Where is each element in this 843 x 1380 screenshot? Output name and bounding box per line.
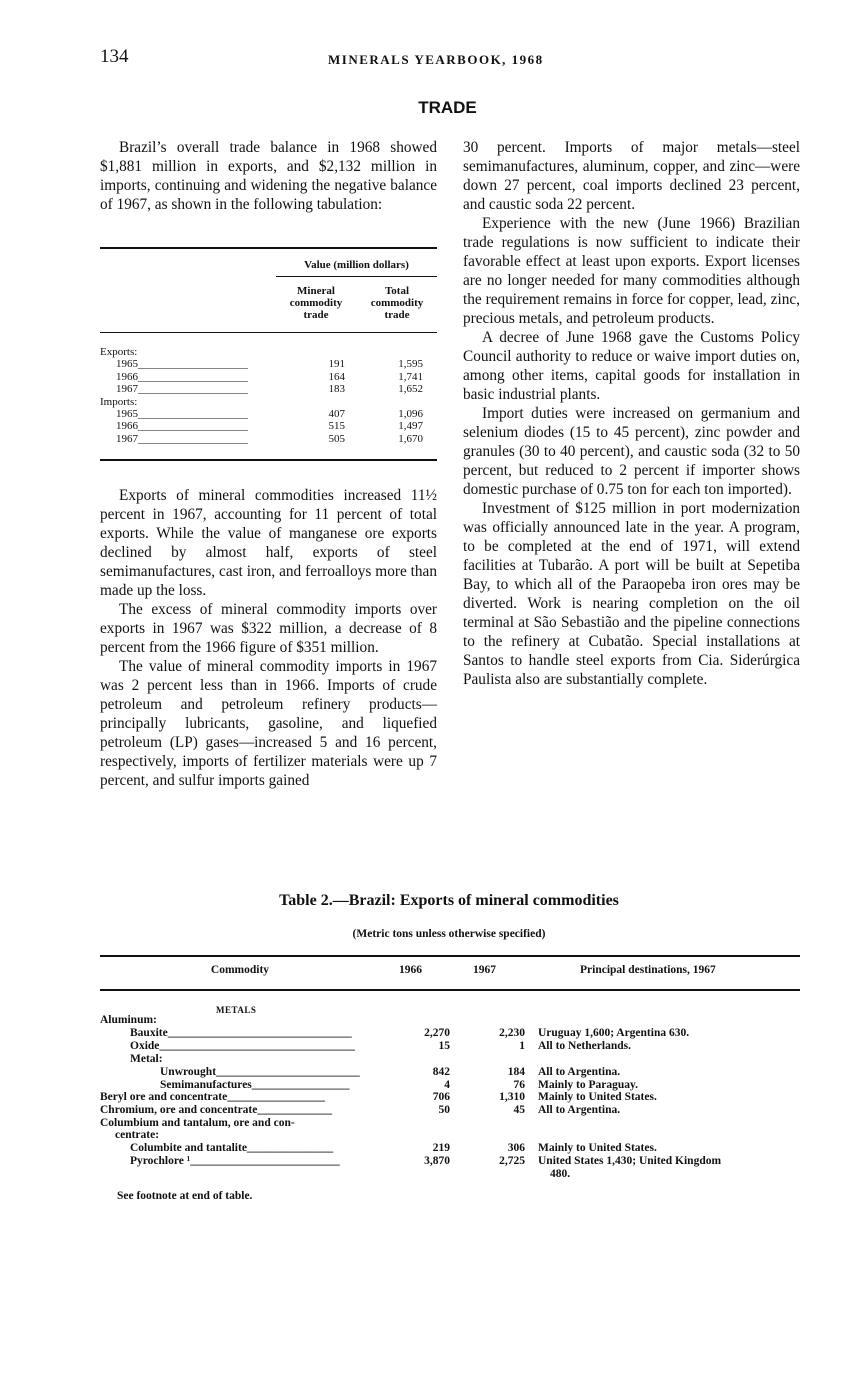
destination: 480. [550, 1168, 571, 1180]
row-label: 1966____________________ [116, 370, 248, 383]
left-column-body [100, 486, 437, 790]
commodity-label: Chromium, ore and concentrate_____________ [100, 1104, 333, 1116]
destination: All to Argentina. [538, 1104, 621, 1116]
value-1966: 842 [432, 1066, 450, 1078]
row-label: Imports: [100, 395, 138, 408]
value-1967: 45 [513, 1104, 525, 1116]
table-rule [276, 276, 437, 277]
paragraph: Experience with the new (June 1966) Brazilian trade regulations is now sufficient to indicate their favorable effect at least upon exports. Export licenses are no longer needed for many commodities although the requirement remains in force for copper, lead, zinc, precious metals, and petroleum products. [463, 215, 800, 327]
page-number: 134 [100, 46, 129, 67]
paragraph: The excess of mineral commodity imports over exports in 1967 was $322 million, a decrease of 8 percent from the 1966 figure of $351 million. [100, 601, 437, 656]
row-label: Exports: [100, 346, 138, 358]
value-1966: 50 [438, 1104, 450, 1116]
total-value: 1,096 [398, 408, 423, 420]
commodity-label: Beryl ore and concentrate_________________ [100, 1091, 325, 1103]
paragraph: The value of mineral commodity imports in 1967 was 2 percent less than in 1966. Imports of crude petroleum and petroleum refinery products—principally lubricants, gasoline, and liquefied petroleum (LP) gases—increased 5 and 16 percent, respectively, imports of fertilizer materials were up 7 percent, and sulfur imports gained [100, 658, 437, 789]
commodity-label: Semimanufactures_________________ [160, 1079, 350, 1091]
total-value: 1,741 [398, 370, 423, 383]
table-row [100, 1027, 800, 1040]
mineral-value: 183 [328, 383, 345, 396]
table-row [100, 1142, 800, 1155]
table-row [100, 346, 437, 358]
paragraph: 30 percent. Imports of major metals—steel semimanufactures, aluminum, copper, and zinc—were down 27 percent, coal imports declined 23 percent, and caustic soda 22 percent. [463, 139, 800, 213]
row-label: 1965____________________ [116, 358, 248, 371]
value-1966: 219 [432, 1142, 450, 1154]
table2-title: Table 2.—Brazil: Exports of mineral commodities [279, 892, 619, 909]
commodity-label: Unwrought_________________________ [160, 1066, 360, 1078]
value-header: Value (million dollars) [304, 259, 409, 271]
commodity-label: Pyrochlore ¹__________________________ [130, 1155, 340, 1167]
mineral-value: 164 [328, 370, 345, 383]
year-1967-header: 1967 [473, 964, 496, 976]
table-row [100, 420, 437, 432]
col-total-header: Total commodity trade [370, 285, 424, 321]
table-row [100, 383, 437, 395]
row-label: 1967____________________ [116, 432, 248, 445]
table-rule [100, 332, 437, 333]
table-row [100, 1168, 800, 1181]
table-row [100, 1129, 800, 1142]
paragraph: Import duties were increased on germanium and selenium diodes (15 to 45 percent), zinc powder and granules (30 to 40 percent), and caustic soda (32 to 50 percent, but reduced to 2 percent if importer shows domestic purchase of 0.75 ton for each ton imported). [463, 405, 800, 498]
col-mineral-header: Mineral commodity trade [289, 285, 343, 321]
table-row [100, 433, 437, 445]
running-title: MINERALS YEARBOOK, 1968 [328, 52, 544, 67]
paragraph: Investment of $125 million in port modernization was officially announced late in the year. A program, to be completed at the end of 1971, will extend facilities at Tubarão. A port will be built at Sepetiba Bay, to which all of the Paraopeba iron ores may be diverted. Work is nearing completion on the oil terminal at São Sebastião and the pipeline connections to the refinery at Cubatão. Special installations at Santos to handle steel exports from Cia. Siderúrgica Paulista also are substantially complete. [463, 500, 800, 688]
commodity-label: Bauxite________________________________ [130, 1027, 352, 1039]
year-1966-header: 1966 [399, 964, 422, 976]
mineral-value: 191 [328, 358, 345, 371]
table2-subtitle: (Metric tons unless otherwise specified) [352, 928, 546, 940]
left-column-intro [100, 138, 437, 214]
section-title: TRADE [418, 98, 477, 117]
value-1967: 184 [507, 1066, 525, 1078]
table-row [100, 1104, 800, 1117]
value-1967: 306 [507, 1142, 525, 1154]
mineral-value: 407 [328, 408, 345, 420]
table-row [100, 408, 437, 420]
table-row [100, 1053, 800, 1066]
intro-paragraph: Brazil’s overall trade balance in 1968 showed $1,881 million in exports, and $2,132 million in imports, continuing and widening the negative balance of 1967, as shown in the following tabulation: [100, 139, 437, 213]
destinations-header: Principal destinations, 1967 [580, 964, 716, 976]
value-1966: 2,270 [424, 1027, 450, 1039]
row-label: 1967____________________ [116, 383, 248, 396]
commodity-label: Columbite and tantalite_______________ [130, 1142, 334, 1154]
value-1966: 706 [432, 1091, 450, 1103]
value-1966: 3,870 [424, 1155, 450, 1167]
table-footnote: See footnote at end of table. [117, 1190, 253, 1202]
table-row [100, 396, 437, 408]
mineral-value: 505 [328, 432, 345, 445]
value-1967: 2,725 [499, 1155, 525, 1167]
commodity-label: Metal: [130, 1053, 163, 1065]
paragraph: A decree of June 1968 gave the Customs Policy Council authority to reduce or waive import duties on, among other items, capital goods for installation in basic industrial plants. [463, 329, 800, 403]
row-label: 1966____________________ [116, 420, 248, 433]
value-1967: 1,310 [499, 1091, 525, 1103]
commodity-label: Aluminum: [100, 1014, 157, 1026]
commodity-label: centrate: [115, 1129, 160, 1141]
mineral-value: 515 [328, 420, 345, 433]
destination: Uruguay 1,600; Argentina 630. [538, 1027, 690, 1039]
row-label: 1965____________________ [116, 408, 248, 420]
table-rule [100, 955, 800, 957]
value-1967: 76 [513, 1079, 525, 1091]
destination: Mainly to United States. [538, 1142, 657, 1154]
destination: United States 1,430; United Kingdom [538, 1155, 722, 1167]
value-1967: 1 [519, 1040, 525, 1052]
table-rule [100, 459, 437, 461]
commodity-label: Oxide__________________________________ [130, 1040, 355, 1052]
table-row [100, 1014, 800, 1027]
table-row [100, 358, 437, 370]
destination: All to Netherlands. [538, 1040, 631, 1052]
table-row [100, 1091, 800, 1104]
total-value: 1,497 [398, 420, 423, 433]
commodity-header: Commodity [210, 964, 270, 976]
total-value: 1,670 [398, 432, 423, 445]
value-1966: 15 [438, 1040, 450, 1052]
paragraph: Exports of mineral commodities increased 11½ percent in 1967, accounting for 11 percent of total exports. While the value of manganese ore exports declined by almost half, exports of steel semimanufactures, cast iron, and ferroalloys more than made up the loss. [100, 487, 437, 599]
total-value: 1,652 [398, 383, 423, 396]
group-label: METALS [216, 1005, 257, 1015]
destination: Mainly to United States. [538, 1091, 657, 1103]
table-rule [100, 989, 800, 991]
value-1967: 2,230 [499, 1027, 525, 1039]
right-column [463, 138, 800, 689]
table-row [100, 371, 437, 383]
table-row [100, 1040, 800, 1053]
table-row [100, 1066, 800, 1079]
table-rule [100, 247, 437, 249]
table-row [100, 1155, 800, 1168]
total-value: 1,595 [398, 358, 423, 371]
value-1966: 4 [444, 1079, 450, 1091]
destination: Mainly to Paraguay. [538, 1079, 638, 1091]
commodity-label: Columbium and tantalum, ore and con- [100, 1117, 295, 1129]
destination: All to Argentina. [538, 1066, 621, 1078]
